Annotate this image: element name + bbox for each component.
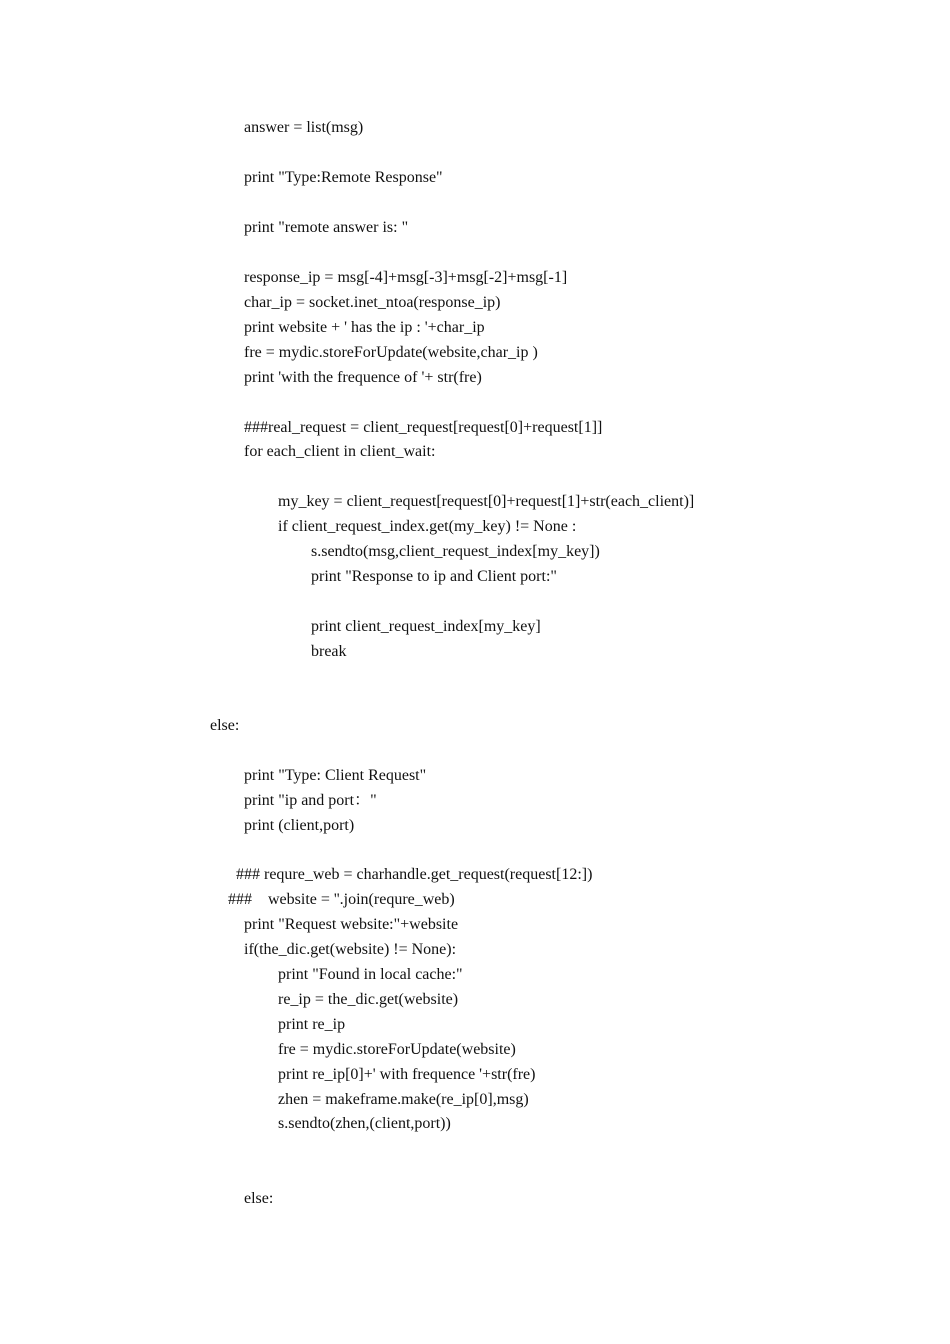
code-line: my_key = client_request[request[0]+request[1]+str(each_client)] <box>278 493 695 510</box>
code-line: for each_client in client_wait: <box>244 443 436 460</box>
code-line: if(the_dic.get(website) != None): <box>244 941 457 958</box>
code-line: re_ip = the_dic.get(website) <box>278 991 459 1008</box>
code-line: else: <box>244 1190 274 1207</box>
code-line: s.sendto(msg,client_request_index[my_key]) <box>311 543 600 560</box>
code-line: fre = mydic.storeForUpdate(website,char_ip ) <box>244 344 538 361</box>
code-line: if client_request_index.get(my_key) != None : <box>278 518 577 535</box>
code-line: print "remote answer is: " <box>244 219 409 236</box>
code-line: print "Type: Client Request" <box>244 767 427 784</box>
code-line: print "Found in local cache:" <box>278 966 463 983</box>
code-line: else: <box>210 717 240 734</box>
code-line: print (client,port) <box>244 817 355 834</box>
code-line: print "Request website:"+website <box>244 916 459 933</box>
code-line: answer = list(msg) <box>244 119 364 136</box>
code-line: fre = mydic.storeForUpdate(website) <box>278 1041 516 1058</box>
code-line: print website + ' has the ip : '+char_ip <box>244 319 485 336</box>
code-line: break <box>311 643 347 660</box>
code-line: print 'with the frequence of '+ str(fre) <box>244 369 482 386</box>
code-line: ###real_request = client_request[request[0]+request[1]] <box>244 419 603 436</box>
code-line: print "ip and port：" <box>244 792 377 809</box>
code-line: response_ip = msg[-4]+msg[-3]+msg[-2]+msg[-1] <box>244 269 568 286</box>
code-line: ### website = ''.join(requre_web) <box>228 891 455 908</box>
code-line: print client_request_index[my_key] <box>311 618 541 635</box>
code-line: print re_ip <box>278 1016 346 1033</box>
code-line: print re_ip[0]+' with frequence '+str(fre) <box>278 1066 536 1083</box>
code-line: char_ip = socket.inet_ntoa(response_ip) <box>244 294 501 311</box>
code-line: zhen = makeframe.make(re_ip[0],msg) <box>278 1091 529 1108</box>
code-line: print "Response to ip and Client port:" <box>311 568 557 585</box>
code-line: s.sendto(zhen,(client,port)) <box>278 1115 451 1132</box>
code-line: print "Type:Remote Response" <box>244 169 443 186</box>
code-line: ### requre_web = charhandle.get_request(request[12:]) <box>236 866 593 883</box>
